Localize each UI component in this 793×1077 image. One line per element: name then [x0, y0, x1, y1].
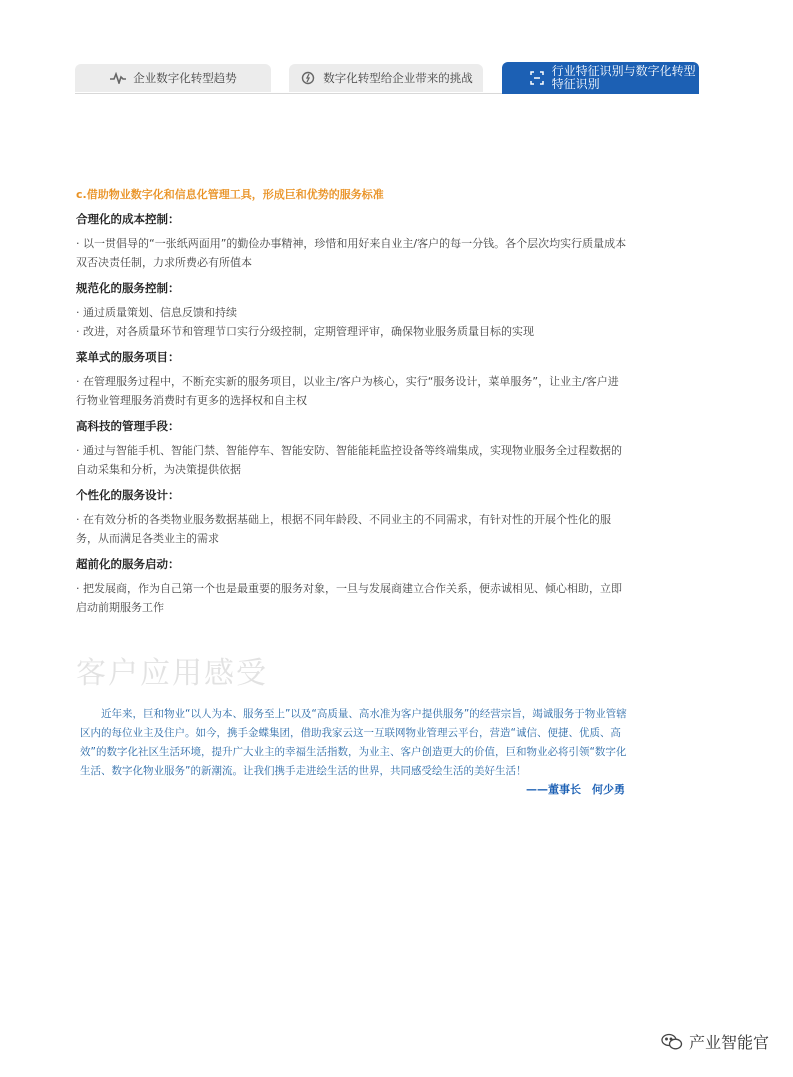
wechat-icon — [661, 1033, 683, 1051]
tab-challenges[interactable] — [289, 64, 483, 92]
section-heading: 规范化的服务控制： — [76, 281, 180, 295]
section-heading: 超前化的服务启动： — [76, 557, 180, 571]
section-item: · 把发展商，作为自己第一个也是最重要的服务对象，一旦与发展商建立合作关系，便赤诚相见、倾心相助，立即启动前期服务工作 — [76, 582, 622, 614]
tab-label: 企业数字化转型趋势 — [133, 71, 237, 85]
watermark — [661, 1030, 769, 1053]
section-item: · 在管理服务过程中，不断充实新的服务项目，以业主/客户为核心，实行“服务设计，菜单服务”，让业主/客户进行物业管理服务消费时有更多的选择权和自主权 — [76, 375, 619, 407]
section-menu-service — [76, 349, 628, 410]
section-item: · 通过质量策划、信息反馈和持续 — [76, 306, 237, 319]
customer-quote: 近年来，巨和物业“以人为本、服务至上”以及“高质量、高水准为客户提供服务”的经营宗旨，竭诚服务于物业管辖区内的每位业主及住户。如今，携手金蝶集团，借助我家云这一互联网物业管理云平台，营造“诚信、便捷、优质、高效”的数字化社区生活环境，提升广大业主的幸福生活指数，为业主、客户创造更大的价值，巨和物业必将引领“数字化生活、数字化物业服务”的新潮流。让我们携手走进绘生活的世界，共同感受绘生活的美好生活！ — [80, 707, 627, 777]
section-item: · 以一贯倡导的“一张纸两面用”的勤俭办事精神，珍惜和用好来自业主/客户的每一分钱。各个层次均实行质量成本双否决责任制，力求所费必有所值本 — [76, 237, 627, 269]
section-heading: 合理化的成本控制： — [76, 212, 180, 226]
section-heading: 菜单式的服务项目： — [76, 350, 180, 364]
section-item: · 通过与智能手机、智能门禁、智能停车、智能安防、智能能耗监控设备等终端集成，实现物业服务全过程数据的自动采集和分析，为决策提供依据 — [76, 444, 622, 476]
tab-digital-trend[interactable] — [75, 64, 271, 92]
quote-signature: ——董事长 何少勇 — [526, 783, 625, 796]
scan-icon — [528, 71, 546, 85]
pulse-icon — [109, 71, 127, 85]
tab-industry-feature[interactable] — [502, 62, 699, 94]
section-subtitle: c.借助物业数字化和信息化管理工具，形成巨和优势的服务标准 — [76, 188, 384, 201]
section-personalized — [76, 487, 628, 548]
tab-bar — [75, 62, 699, 94]
customer-feedback-title: 客户应用感受 — [76, 656, 268, 691]
service-standard-section — [76, 186, 628, 621]
section-heading: 高科技的管理手段： — [76, 419, 180, 433]
section-item: · 在有效分析的各类物业服务数据基础上，根据不同年龄段、不同业主的不同需求，有针对性的开展个性化的服务，从而满足各类业主的需求 — [76, 513, 611, 545]
tab-label: 数字化转型给企业带来的挑战 — [323, 71, 473, 85]
section-advance — [76, 556, 628, 617]
section-hightech — [76, 418, 628, 479]
section-cost — [76, 211, 628, 272]
tab-label: 行业特征识别与数字化转型特征识别 — [551, 64, 696, 91]
refresh-icon — [299, 71, 317, 85]
section-heading: 个性化的服务设计： — [76, 488, 180, 502]
watermark-text: 产业智能官 — [688, 1033, 769, 1052]
section-service-control — [76, 280, 628, 341]
section-item: · 改进，对各质量环节和管理节口实行分级控制，定期管理评审，确保物业服务质量目标的实现 — [76, 325, 534, 338]
